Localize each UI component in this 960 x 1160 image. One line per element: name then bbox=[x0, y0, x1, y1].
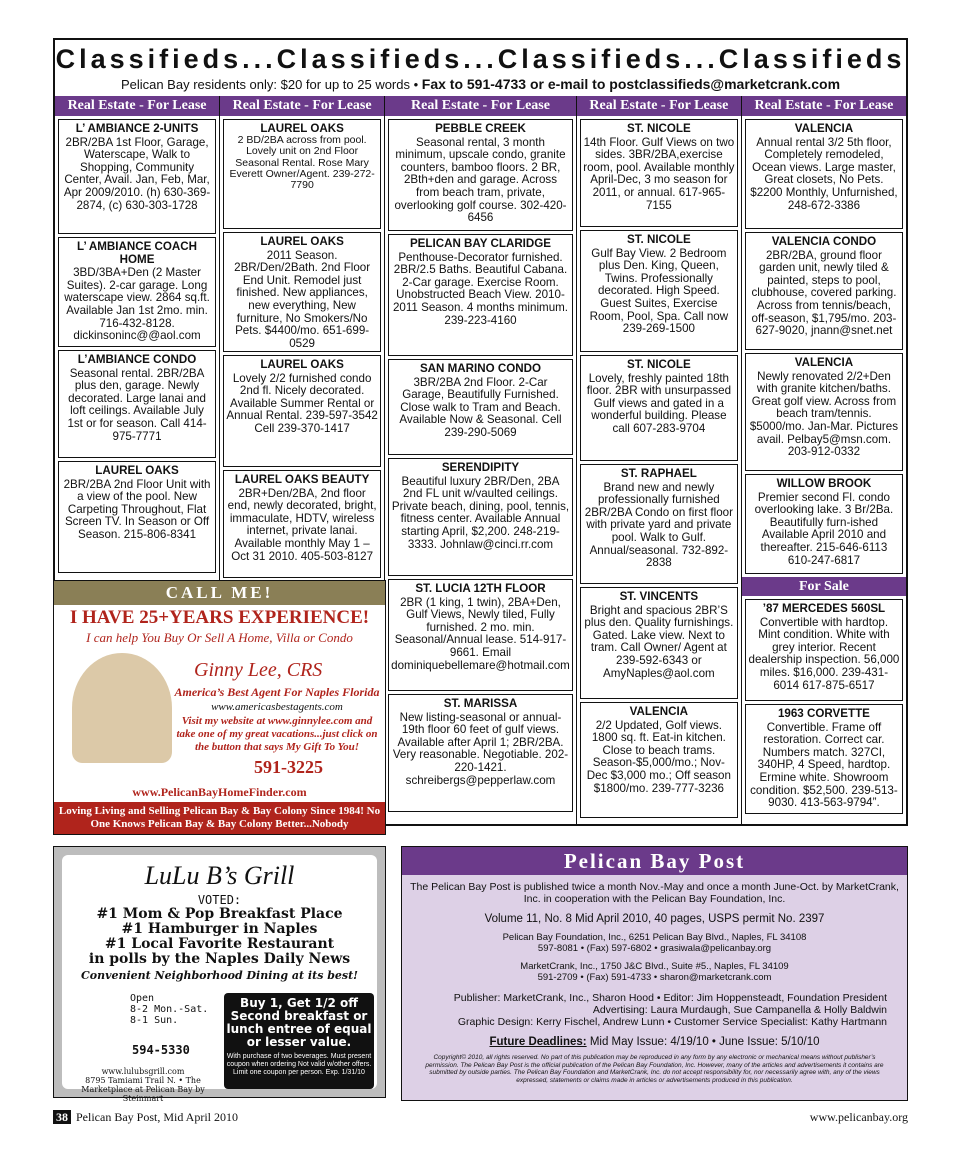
classified-ad: WILLOW BROOK Premier second Fl. condo overlooking lake. 3 Br/2Ba. Beautifully furn-ished Available April 2010 and thereafter. 215-646-6113 610-247-6817 bbox=[745, 474, 903, 574]
classified-ad: PEBBLE CREEK Seasonal rental, 3 month minimum, upscale condo, granite counters, bamboo floors. 2 BR, 2Bth+den and garage. Across from beach tram, private, overlooking golf course. 302-420-6456 bbox=[388, 119, 573, 231]
masthead bbox=[53, 38, 908, 102]
lulu-logo: LuLu B’s Grill bbox=[144, 861, 295, 890]
classified-ad: ST. NICOLE Gulf Bay View. 2 Bedroom plus Den. King, Queen, Twins. Professionally decorated. High Speed. Guest Suites, Exercise Room, Pool, Spa. Call now 239-269-1500 bbox=[580, 230, 738, 352]
classified-ad: VALENCIA Newly renovated 2/2+Den with granite kitchen/baths. Great golf view. Across from beach tram/tennis. $5000/mo. Jan-Mar. Pictures avail. Pelbay5@msn.com. 203-912-0332 bbox=[745, 353, 903, 471]
lulu-coupon: Buy 1, Get 1/2 off Second breakfast or lunch entree of equal or lesser value. With purchase of two beverages. Must present coupon when ordering Not valid w/other offers. Limit one coupon per person. Exp. 1/31/10 bbox=[224, 993, 374, 1089]
post-deadlines: Future Deadlines: Mid May Issue: 4/19/10 • June Issue: 5/10/10 bbox=[489, 1036, 820, 1048]
agent-name: Ginny Lee, CRS bbox=[194, 659, 323, 681]
publication-line: Pelican Bay Post, Mid April 2010 bbox=[76, 1110, 238, 1124]
ad-footer: Loving Living and Selling Pelican Bay & Bay Colony Since 1984! No One Knows Pelican Bay & Bay Colony Better...Nobody bbox=[54, 802, 385, 834]
column-header: Real Estate - For Lease bbox=[577, 96, 741, 116]
classified-ad: SERENDIPITY Beautiful luxury 2BR/Den, 2BA 2nd FL unit w/vaulted ceilings. Private beach, dining, pool, tennis, fitness center. Available Annual starting April, $2,200. 248-219-3333. Johnlaw@cinci.rr.com bbox=[388, 458, 573, 576]
lulu-grill-ad bbox=[53, 846, 386, 1103]
lulu-inner bbox=[62, 855, 377, 1103]
classified-ad: ST. NICOLE 14th Floor. Gulf Views on two sides. 3BR/2BA,exercise room, pool. Available monthly April-Dec, 3 mo season for 2011, or annual. 617-965-7155 bbox=[580, 119, 738, 227]
pelican-bay-post-box bbox=[401, 846, 908, 1101]
classified-ad: 1963 CORVETTE Convertible. Frame off restoration. Correct car. Numbers match. 327CI, 340HP, 4 Speed, hardtop. Ermine white. Showroom condition. $52,500. 239-513-9030. 413-563-9794”. bbox=[745, 704, 903, 814]
classified-ad: ST. VINCENTS Bright and spacious 2BR’S plus den. Quality furnishings. Gated. Lake view. Next to tram. Call Owner/ Agent at 239-592-6343 or AmyNaples@aol.com bbox=[580, 587, 738, 699]
column-5 bbox=[742, 96, 906, 824]
page-footer bbox=[53, 1110, 238, 1125]
column-4 bbox=[577, 96, 742, 824]
page-number: 38 bbox=[53, 1110, 71, 1124]
classified-ad: PELICAN BAY CLARIDGE Penthouse-Decorator furnished. 2BR/2.5 Baths. Beautiful Cabana. 2-Car garage. Exercise Room. Unobstructed Beach View. 2010-2011 Season. 4 months minimum. 239-223-4160 bbox=[388, 234, 573, 356]
lulu-award: #1 Hamburger in Naples bbox=[121, 921, 318, 937]
lulu-award: in polls by the Naples Daily News bbox=[88, 951, 351, 967]
classified-ad: ST. NICOLE Lovely, freshly painted 18th floor. 2BR with unsurpassed Gulf views and gated in a wonderful building. Please call 607-283-9704 bbox=[580, 355, 738, 461]
classified-ad: VALENCIA Annual rental 3/2 5th floor, Completely remodeled, Ocean views. Large master, Great closets, No Pets. $2200 Monthly, Unfurnished, 248-672-3386 bbox=[745, 119, 903, 229]
agent-phone: 591-3225 bbox=[254, 757, 323, 777]
page-title: Classifieds...Classifieds...Classifieds...Classifieds bbox=[55, 44, 906, 74]
column-header: Real Estate - For Lease bbox=[55, 96, 219, 116]
ad-headline: I HAVE 25+YEARS EXPERIENCE! bbox=[69, 607, 370, 628]
column-3 bbox=[385, 96, 577, 824]
lulu-voted: VOTED: bbox=[197, 893, 242, 907]
agent-tagline: America’s Best Agent For Naples Florida bbox=[174, 685, 380, 699]
site-url: www.pelicanbay.org bbox=[809, 1110, 908, 1124]
column-header: Real Estate - For Lease bbox=[385, 96, 576, 116]
classified-ad: LAUREL OAKS BEAUTY 2BR+Den/2BA, 2nd floor end, newly decorated, bright, immaculate, HDTV, wireless internet, private lanai. Available monthly May 1 – Oct 31 2010. 405-503-8127 bbox=[223, 470, 381, 578]
classified-ad: ’87 MERCEDES 560SL Convertible with hardtop. Mint condition. White with grey interior. Recent dealership inspection. 56,000 miles. $16,000. 239-431-6014 617-875-6517 bbox=[745, 599, 903, 701]
lulu-address: www.lulubsgrill.com 8795 Tamiami Trail N. • The Marketplace at Pelican Bay by Steinmart bbox=[81, 1067, 205, 1103]
classified-ad: LAUREL OAKS Lovely 2/2 furnished condo 2nd fl. Nicely decorated. Available Summer Rental or Annual Rental. 239-597-3542 Cell 239-370-1417 bbox=[223, 355, 381, 467]
classified-ad: LAUREL OAKS 2BR/2BA 2nd Floor Unit with a view of the pool. New Carpeting Throughout, Flat Screen TV. In Season or Off Season. 215-806-8341 bbox=[58, 461, 216, 573]
classified-ad: VALENCIA 2/2 Updated, Golf views. 1800 sq. ft. Eat-in kitchen. Close to beach trams. Season-$5,000/mo.; Nov-Dec $3,000 mo.; Off season $1800/mo. 239-777-3236 bbox=[580, 702, 738, 818]
classified-ad: L’ AMBIANCE 2-UNITS 2BR/2BA 1st Floor, Garage, Waterscape, Walk to Shopping, Community Center, Avail. Jan, Feb, Mar, Apr 2009/2010. (h) 630-369-2874, (c) 630-303-1728 bbox=[58, 119, 216, 234]
post-copyright: Copyright© 2010, all rights reserved. No part of this publication may be reproduced in any form by any electronic or mechanical means without publisher’s permission. The Pelican Bay Post is the official publication of the Pelican Bay Foundation, Inc. However, many of the articles and advertisements it contains are submitted by outside parties. The Pelican Bay Foundation and MarketCrank, Inc. do not accept responsibility for, nor necessarily agree with, any of the views expressed, statements or claims made in articles or advertisements produced in this publication. bbox=[425, 1054, 884, 1084]
post-volume: Volume 11, No. 8 Mid April 2010, 40 pages, USPS permit No. 2397 bbox=[484, 913, 825, 925]
agent-url: www.PelicanBayHomeFinder.com bbox=[132, 785, 307, 799]
column-header: Real Estate - For Lease bbox=[742, 96, 906, 116]
post-title: Pelican Bay Post bbox=[402, 847, 907, 875]
lulu-award: #1 Mom & Pop Breakfast Place bbox=[96, 906, 343, 922]
masthead-subline: Pelican Bay residents only: $20 for up to 25 words • Fax to 591-4733 or e-mail to postclassifieds@marketcrank.com bbox=[120, 76, 841, 92]
classified-ad: LAUREL OAKS 2011 Season. 2BR/Den/2Bath. 2nd Floor End Unit. Remodel just finished. New appliances, new everything, New furniture, No Smokers/No Pets. $4400/mo. 651-699-0529 bbox=[223, 232, 381, 352]
classified-ad: ST. MARISSA New listing-seasonal or annual-19th floor 60 feet of gulf views. Available after April 1; 2BR/2BA. Very reasonable. Negotiable. 202-220-1421. schreibergs@pepperlaw.com bbox=[388, 694, 573, 812]
ad-call-banner: CALL ME! bbox=[54, 581, 385, 605]
classified-ad: LAUREL OAKS 2 BD/2BA across from pool. Lovely unit on 2nd Floor Seasonal Rental. Rose Mary Everett Owner/Agent. 239-272-7790 bbox=[223, 119, 381, 229]
post-foundation: Pelican Bay Foundation, Inc., 6251 Pelican Bay Blvd., Naples, FL 34108 597-8081 • (Fax) 597-6802 • grasiwala@pelicanbay.org bbox=[502, 932, 807, 954]
lulu-slogan: Convenient Neighborhood Dining at its best! bbox=[80, 969, 359, 982]
post-intro: The Pelican Bay Post is published twice a month Nov.-May and once a month June-Oct. by MarketCrank, Inc. in cooperation with the Pelican Bay Foundation, Inc. bbox=[410, 881, 899, 905]
agent-web: www.americasbestagents.com bbox=[211, 701, 343, 713]
agent-photo bbox=[72, 653, 172, 763]
classified-ad: VALENCIA CONDO 2BR/2BA, ground floor garden unit, newly tiled & painted, steps to pool, clubhouse, covered parking. Across from tennis/beach, off-season, $1,795/mo. 203-627-9020, jnann@snet.net bbox=[745, 232, 903, 350]
classified-ad: SAN MARINO CONDO 3BR/2BA 2nd Floor. 2-Car Garage, Beautifully Furnished. Close walk to Tram and Beach. Available Now & Seasonal. Cell 239-290-5069 bbox=[388, 359, 573, 455]
agent-visit: Visit my website at www.ginnylee.com and take one of my great vacations...just click on the button that says My Gift To You! bbox=[176, 715, 378, 753]
post-marketcrank: MarketCrank, Inc., 1750 J&C Blvd., Suite #5., Naples, FL 34109 591-2709 • (Fax) 591-4733 • sharon@marketcrank.com bbox=[520, 961, 789, 983]
ginny-lee-ad bbox=[53, 580, 386, 835]
for-sale-header: For Sale bbox=[742, 577, 906, 596]
ad-script: I can help You Buy Or Sell A Home, Villa or Condo bbox=[86, 630, 353, 645]
lulu-phone: 594-5330 bbox=[132, 1043, 190, 1057]
column-header: Real Estate - For Lease bbox=[220, 96, 384, 116]
lulu-hours: Open 8-2 Mon.-Sat. 8-1 Sun. bbox=[130, 993, 209, 1026]
post-staff: Publisher: MarketCrank, Inc., Sharon Hood • Editor: Jim Hoppensteadt, Foundation President Advertising: Laura Murdaugh, Sue Campanella & Holly Baldwin Graphic Design: Kerry Fischel, Andrew Lunn • Customer Service Specialist: Kathy Hartmann bbox=[453, 992, 887, 1028]
lulu-award: #1 Local Favorite Restaurant bbox=[104, 936, 335, 952]
classified-ad: ST. LUCIA 12TH FLOOR 2BR (1 king, 1 twin), 2BA+Den, Gulf Views, Newly tiled, Fully furnished. 2 mo. min. Seasonal/Annual lease. 514-917-9661. Email dominiquebellemare@hotmail.com bbox=[388, 579, 573, 691]
classified-ad: L’AMBIANCE CONDO Seasonal rental. 2BR/2BA plus den, garage. Newly decorated. Large lanai and loft ceilings. Available July 1st or for season. Call 414-975-7771 bbox=[58, 350, 216, 458]
classified-ad: L’ AMBIANCE COACH HOME 3BD/3BA+Den (2 Master Suites). 2-car garage. Long waterscape view. 2864 sq.ft. Available Jan 1st 2mo. min. 716-432-8128. dickinsoninc@@aol.com bbox=[58, 237, 216, 347]
classified-ad: ST. RAPHAEL Brand new and newly professionally furnished 2BR/2BA Condo on first floor with private yard and private pool. Walk to Gulf. Annual/seasonal. 732-892-2838 bbox=[580, 464, 738, 584]
